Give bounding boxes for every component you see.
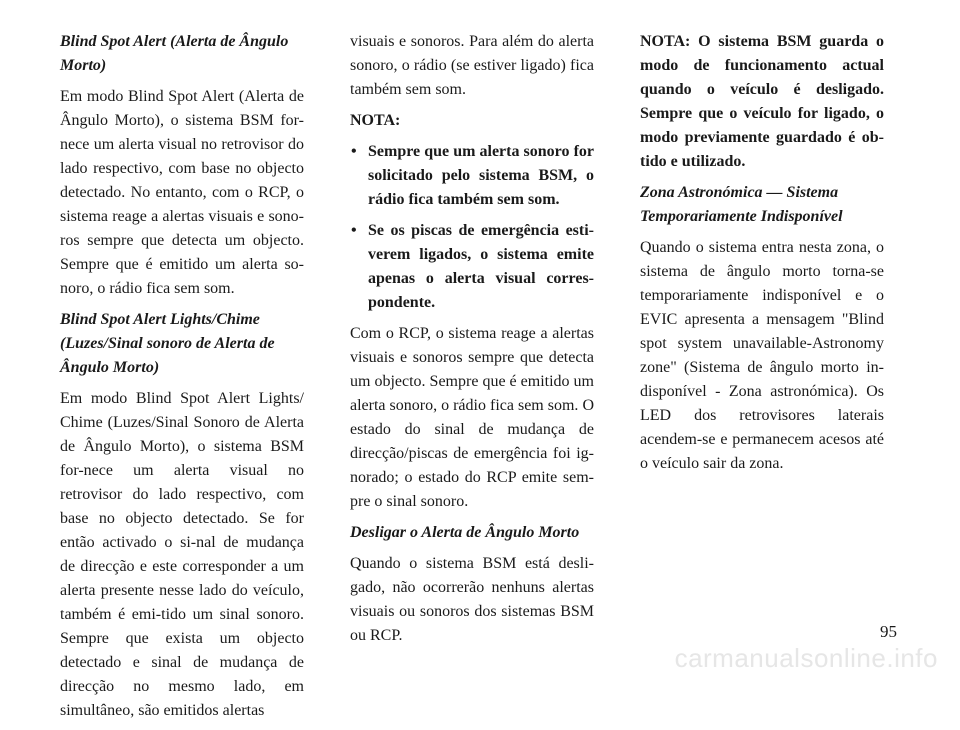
bullet-text: Sempre que um alerta sonoro for solicitado pelo sistema BSM, o rádio fica também sem som. bbox=[368, 143, 594, 208]
column-3 bbox=[640, 30, 884, 483]
paragraph: Quando o sistema BSM está desli-gado, não ocorrerão nenhuns alertas visuais ou sonoros dos sistemas BSM ou RCP. bbox=[350, 555, 594, 644]
bullet-icon: • bbox=[351, 222, 357, 239]
paragraph: Em modo Blind Spot Alert Lights/ Chime (Luzes/Sinal Sonoro de Alerta de Ângulo Morto), o sistema BSM for-nece um alerta visual no retrovisor do lado respectivo, com base no objecto detectado. Se for então activado o si-nal de mudança de direcção e este corresponder a um alerta presente nesse lado do veículo, também é emi-tido um sinal sonoro. Sempre que exista um objecto detectado e sinal de mudança de direcção no mesmo lado, em simultâneo, são emitidos alertas bbox=[60, 390, 304, 719]
bullet-icon: • bbox=[351, 143, 357, 160]
page-number: 95 bbox=[880, 622, 897, 641]
section-heading: Desligar o Alerta de Ângulo Morto bbox=[350, 524, 580, 541]
note-paragraph: NOTA: O sistema BSM guarda o modo de funcionamento actual quando o veículo é desligado. Sempre que o veículo for ligado, o modo previamente guardado é ob-tido e utilizado. bbox=[640, 33, 884, 170]
section-heading: Blind Spot Alert Lights/Chime (Luzes/Sinal sonoro de Alerta de Ângulo Morto) bbox=[60, 311, 275, 376]
column-2 bbox=[350, 30, 594, 655]
paragraph: visuais e sonoros. Para além do alerta sonoro, o rádio (se estiver ligado) fica também sem som. bbox=[350, 33, 594, 98]
column-1 bbox=[60, 30, 304, 730]
paragraph: Quando o sistema entra nesta zona, o sistema de ângulo morto torna-se temporariamente indisponível e o EVIC apresenta a mensagem "Blind spot system unavailable-Astronomy zone" (Sistema de ângulo morto in-disponível - Zona astronómica). Os LED dos retrovisores laterais acendem-se e permanecem acesos até o veículo sair da zona. bbox=[640, 239, 884, 472]
watermark: carmanualsonline.info bbox=[674, 643, 938, 673]
paragraph: Com o RCP, o sistema reage a alertas visuais e sonoros sempre que detecta um objecto. Sempre que é emitido um alerta sonoro, o rádio fica sem som. O estado do sinal de mudança de direcção/piscas de emergência foi ig-norado; o estado do RCP emite sem-pre o sinal sonoro. bbox=[350, 325, 594, 510]
bullet-item bbox=[350, 219, 594, 315]
paragraph: Em modo Blind Spot Alert (Alerta de Ângulo Morto), o sistema BSM for-nece um alerta visual no retrovisor do lado respectivo, com base no objecto detectado. No entanto, com o RCP, o sistema reage a alertas visuais e sono-ros sempre que detecta um objecto. Sempre que é emitido um alerta so-noro, o rádio fica sem som. bbox=[60, 88, 304, 297]
bullet-text: Se os piscas de emergência esti-verem ligados, o sistema emite apenas o alerta visual corres-pondente. bbox=[368, 222, 594, 311]
section-heading: Blind Spot Alert (Alerta de Ângulo Morto) bbox=[60, 33, 289, 74]
bullet-item bbox=[350, 140, 594, 212]
note-label: NOTA: bbox=[350, 112, 401, 129]
section-heading: Zona Astronómica — Sistema Temporariamente Indisponível bbox=[640, 184, 843, 225]
